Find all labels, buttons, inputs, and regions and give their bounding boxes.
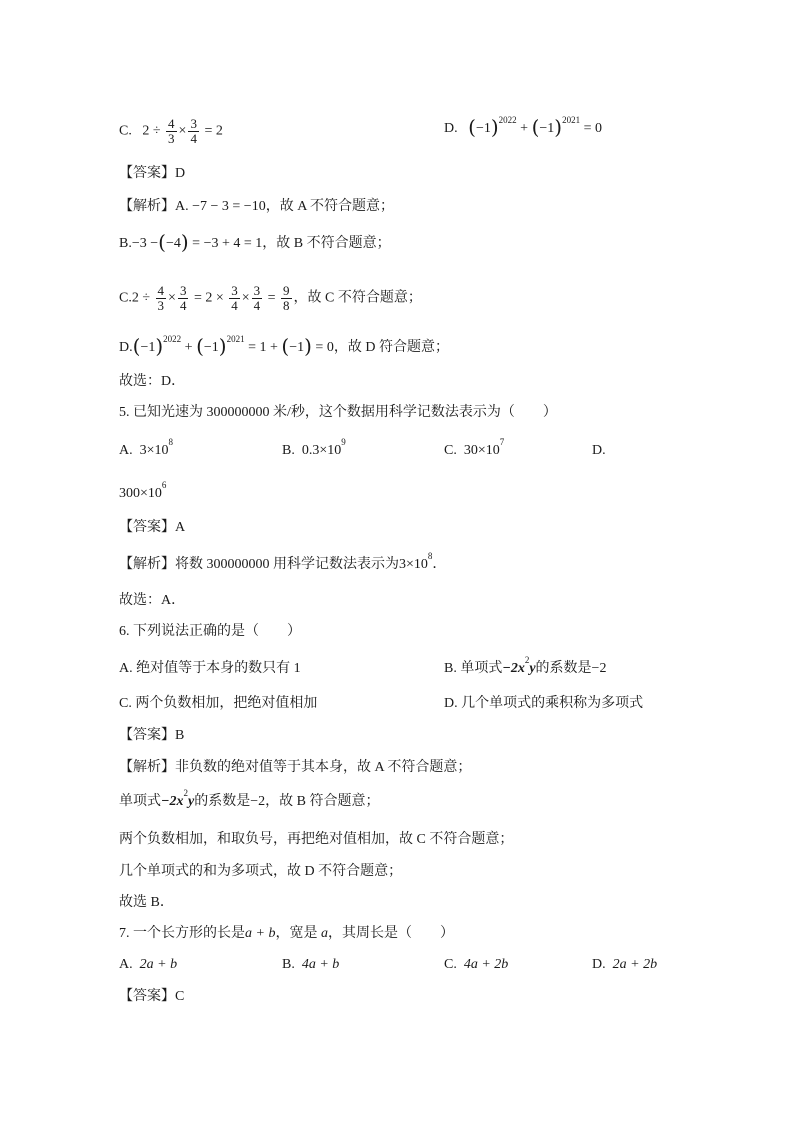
q7-answer: 【答案】C <box>119 989 185 1004</box>
q6-conclusion: 故选 B． <box>119 895 174 910</box>
q6-option-b: B. 单项式$-2x^2y$的系数是−2 <box>444 655 607 676</box>
q7-option-b: B. 4a + b <box>282 957 340 972</box>
q6-stem: 6. 下列说法正确的是（ ） <box>119 624 301 639</box>
q6-answer: 【答案】B <box>119 728 185 743</box>
q6-analysis-3: 两个负数相加，和取负号，再把绝对值相加，故 C 不符合题意； <box>119 832 514 847</box>
q6-analysis-4: 几个单项式的和为多项式，故 D 不符合题意； <box>119 864 403 879</box>
q4-conclusion: 故选：D． <box>119 374 186 389</box>
option-letter: D. <box>444 121 458 136</box>
q4-analysis-c: C.2 ÷ $\frac{4}{3}$ × $\frac{3}{4}$ = 2 × $\frac{3}{4}$ × $\frac{3}{4}$ = $\frac{9}{8}$ ，故 C 不符合题意； <box>119 283 422 313</box>
q6-option-c: C. 两个负数相加，把绝对值相加 <box>119 696 318 711</box>
q5-option-b: B. $0.3\times 10^9$ <box>282 437 346 458</box>
q5-analysis: 【解析】将数 300000000 用科学记数法表示为$3\times 10^8$． <box>119 551 447 572</box>
fraction: $\frac{3}{4}$ <box>190 116 197 146</box>
q5-conclusion: 故选：A． <box>119 593 186 608</box>
q5-stem: 5. 已知光速为 300000000 米/秒，这个数据用科学记数法表示为（ ） <box>119 405 557 420</box>
q5-option-a: A. $3\times 10^8$ <box>119 437 174 458</box>
q6-analysis-1: 【解析】非负数的绝对值等于其本身，故 A 不符合题意； <box>119 760 472 775</box>
q4-option-c: C. 2 ÷ $\frac{4}{3}$ × $\frac{3}{4}$ = 2 <box>119 116 223 146</box>
q7-option-d: D. 2a + 2b <box>592 957 658 972</box>
q5-option-c: C. $30\times 10^7$ <box>444 437 505 458</box>
q5-option-d: D. <box>592 443 606 458</box>
q6-analysis-2: 单项式$-2x^2y$的系数是−2，故 B 符合题意； <box>119 788 380 809</box>
option-letter: C. <box>119 123 132 139</box>
q7-stem: 7. 一个长方形的长是a + b，宽是 a，其周长是（ ） <box>119 926 454 941</box>
q5-option-d-value: $300\times 10^6$ <box>119 480 167 501</box>
q7-option-c: C. 4a + 2b <box>444 957 509 972</box>
q4-analysis-b: B.−3 −(−4) = −3 + 4 = 1，故 B 不符合题意； <box>119 230 391 254</box>
math-text: 2 ÷ <box>142 123 161 139</box>
q6-option-a: A. 绝对值等于本身的数只有 1 <box>119 661 301 676</box>
q6-option-d: D. 几个单项式的乘积称为多项式 <box>444 696 644 711</box>
fraction: $\frac{4}{3}$ <box>168 116 175 146</box>
q4-analysis-d: $D.(-1)^{2022} + (-1)^{2021} = 1 + (-1) = 0$，故 D 符合题意； <box>119 334 449 358</box>
q4-option-d: D. $(-1)^{2022} + (-1)^{2021} = 0$ <box>444 115 602 139</box>
q5-answer: 【答案】A <box>119 520 186 535</box>
q7-option-a: A. 2a + b <box>119 957 178 972</box>
q4-answer: 【答案】D <box>119 166 186 181</box>
q4-analysis-a: 【解析】A. −7 − 3 = −10，故 A 不符合题意； <box>119 199 395 214</box>
